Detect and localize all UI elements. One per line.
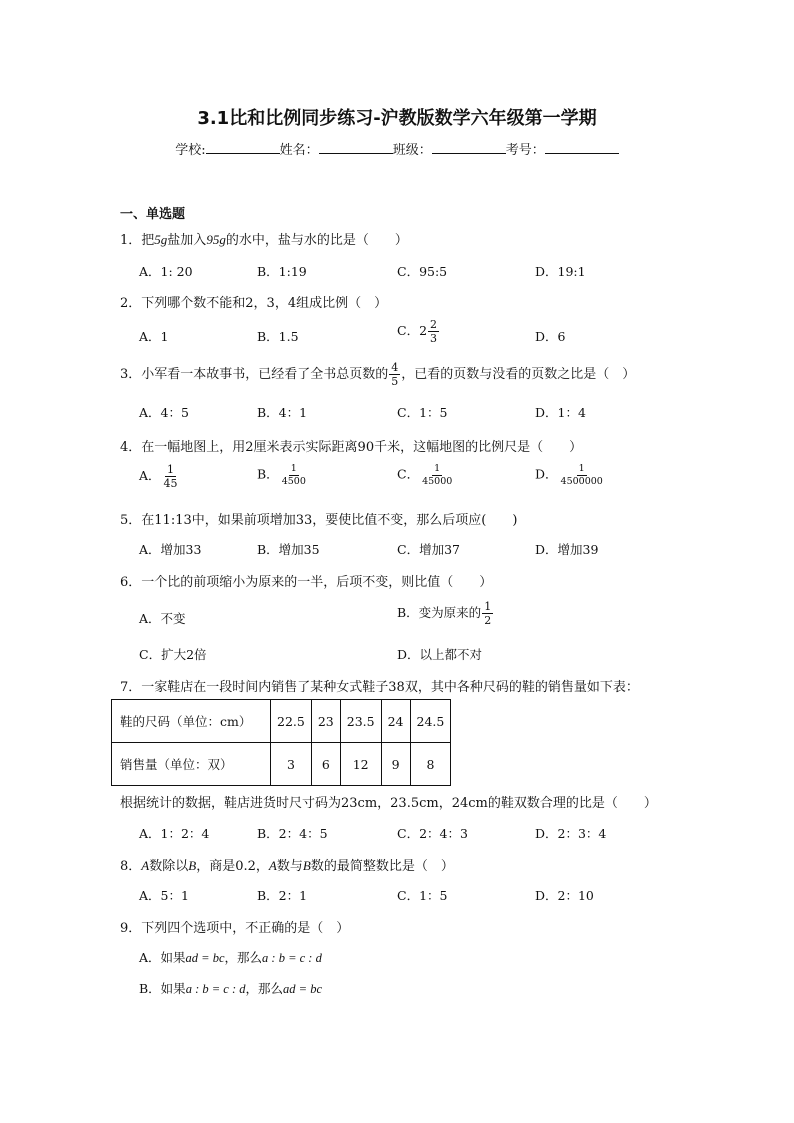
option-a[interactable]: A．不变 [139,611,186,626]
fraction [482,601,493,626]
option-d[interactable]: D．2：10 [535,888,594,903]
option-label: B． [257,466,279,482]
exam-no-blank[interactable] [545,141,619,154]
question-text: 在一幅地图上，用2厘米表示实际距离90千米，这幅地图的比例尺是（ ） [141,440,583,455]
sales-cell: 3 [271,743,312,786]
option-text: ，那么 [245,981,284,996]
option-b[interactable] [257,464,309,486]
question-text: 小军看一本故事书，已经看了全书总页数的 [141,367,389,382]
question-number: 5． [120,513,142,528]
denominator: 2 [484,614,492,627]
option-a[interactable]: A．4：5 [139,405,189,420]
option-a[interactable]: A．5：1 [139,888,189,903]
name-label: 姓名： [279,143,319,158]
option-a[interactable] [139,464,181,489]
denominator: 5 [391,375,399,388]
question-text: 数除以 [149,859,189,874]
exam-no-label: 考号： [505,143,545,158]
fraction [428,319,439,344]
question-number: 3． [120,367,142,382]
section-heading: 一、单选题 [120,207,186,222]
question-4 [120,436,582,455]
question-9 [120,917,349,936]
option-c[interactable]: C．扩大2倍 [139,647,207,662]
math-variable: B [188,858,197,873]
question-number: 8． [120,859,142,874]
name-blank[interactable] [319,141,393,154]
student-info-line [0,139,794,158]
sales-cell: 9 [381,743,410,786]
math-variable: B [302,858,311,873]
option-c[interactable]: C．1：5 [397,888,448,903]
page-title: 3.1比和比例同步练习-沪教版数学六年级第一学期 [197,108,597,129]
question-text: 数的最简整数比是（ ） [310,859,454,874]
denominator: 4500000 [560,475,603,487]
size-cell: 24.5 [410,700,451,743]
question-text: 数与 [276,859,303,874]
numerator: 1 [167,463,175,476]
school-label: 学校: [175,143,206,158]
question-1 [120,229,408,248]
math-value: 5g [154,232,168,247]
question-7 [120,676,639,695]
numerator: 1 [484,600,492,613]
school-blank[interactable] [206,141,280,154]
option-b[interactable]: B．1:19 [257,264,307,279]
denominator: 4500 [281,475,306,487]
fraction [559,464,605,486]
option-c[interactable]: C．增加37 [397,542,460,557]
row-header: 销售量（单位：双） [112,743,271,786]
question-number: 4． [120,440,142,455]
math-value: 95g [206,232,226,247]
math-expression: a : b = c : d [262,951,322,965]
table-row [112,700,451,743]
question-text: 一个比的前项缩小为原来的一半，后项不变，则比值（ ） [141,575,493,590]
question-number: 2． [120,296,142,311]
sales-cell: 8 [410,743,451,786]
math-variable: A [141,858,150,873]
option-b[interactable]: B．2：4：5 [257,826,328,841]
question-6 [120,571,492,590]
question-text: 下列四个选项中，不正确的是（ ） [141,921,350,936]
numerator: 1 [434,463,441,474]
sales-cell: 12 [340,743,381,786]
numerator: 4 [391,361,399,374]
option-a[interactable]: A．增加33 [139,542,202,557]
math-expression: ad = bc [185,951,225,965]
option-a[interactable]: A．1 [139,329,169,344]
option-label: A．如果 [139,950,186,965]
option-c[interactable] [397,319,440,344]
option-b[interactable] [139,979,322,997]
question-2 [120,292,387,311]
denominator: 45 [163,477,178,490]
option-d[interactable]: D．2：3：4 [535,826,607,841]
sales-cell: 6 [311,743,340,786]
option-a[interactable]: A．1：2：4 [139,826,210,841]
option-label: A． [139,468,161,483]
option-label: B．如果 [139,981,186,996]
question-5 [120,509,517,528]
question-number: 1． [120,233,142,248]
option-d[interactable]: D．1：4 [535,405,586,420]
fraction [280,464,308,486]
option-b[interactable]: B．2：1 [257,888,308,903]
option-d[interactable]: D．以上都不对 [397,647,483,662]
option-b[interactable]: B．增加35 [257,542,320,557]
question-text: 在11:13中，如果前项增加33，要使比值不变，那么后项应( ) [141,513,518,528]
option-b[interactable]: B．4：1 [257,405,308,420]
option-label: D． [535,466,558,482]
question-text: 一家鞋店在一段时间内销售了某种女式鞋子38双，其中各种尺码的鞋的销售量如下表： [141,680,639,695]
denominator: 3 [430,332,438,345]
row-header: 鞋的尺码（单位：cm） [112,700,271,743]
size-cell: 22.5 [271,700,312,743]
question-text: 的水中，盐与水的比是（ ） [225,233,408,248]
option-c[interactable]: C．2：4：3 [397,826,468,841]
option-label: C． [397,466,420,482]
math-variable: A [268,858,277,873]
question-text: 把 [141,233,155,248]
size-cell: 24 [381,700,410,743]
question-8 [120,855,454,874]
option-b[interactable] [397,601,494,626]
size-cell: 23 [311,700,340,743]
option-label: B．变为原来的 [397,605,482,620]
fraction [162,464,180,489]
option-label: C．2 [397,323,428,338]
math-expression: a : b = c : d [185,982,246,996]
option-d[interactable]: D．6 [535,329,566,344]
question-number: 6． [120,575,142,590]
class-blank[interactable] [432,141,506,154]
option-c[interactable] [397,464,455,486]
class-label: 班级： [392,143,432,158]
shoe-sales-table [111,699,451,786]
option-d[interactable]: D．19:1 [535,264,586,279]
question-text: ，商是0.2， [196,859,269,874]
numerator: 1 [578,463,585,474]
fraction [420,464,454,486]
option-d[interactable] [535,464,606,486]
numerator: 1 [290,463,297,474]
option-a[interactable] [139,948,322,966]
question-number: 7． [120,680,142,695]
math-expression: ad = bc [283,982,322,996]
question-text: ，已看的页数与没看的页数之比是（ ） [401,367,636,382]
option-a[interactable]: A．1: 20 [139,264,193,279]
denominator: 45000 [422,475,453,487]
question-text: 盐加入 [167,233,207,248]
option-b[interactable]: B．1.5 [257,329,299,344]
numerator: 2 [430,318,438,331]
question-text: 下列哪个数不能和2，3，4组成比例（ ） [141,296,388,311]
question-number: 9． [120,921,142,936]
table-row [112,743,451,786]
option-text: ，那么 [224,950,263,965]
option-c[interactable]: C．95:5 [397,264,448,279]
fraction [389,362,400,387]
option-d[interactable]: D．增加39 [535,542,599,557]
option-c[interactable]: C．1：5 [397,405,448,420]
question-3 [120,362,635,387]
size-cell: 23.5 [340,700,381,743]
question-7-followup: 根据统计的数据，鞋店进货时尺寸码为23cm，23.5cm，24cm的鞋双数合理的比是（ ） [120,796,657,811]
